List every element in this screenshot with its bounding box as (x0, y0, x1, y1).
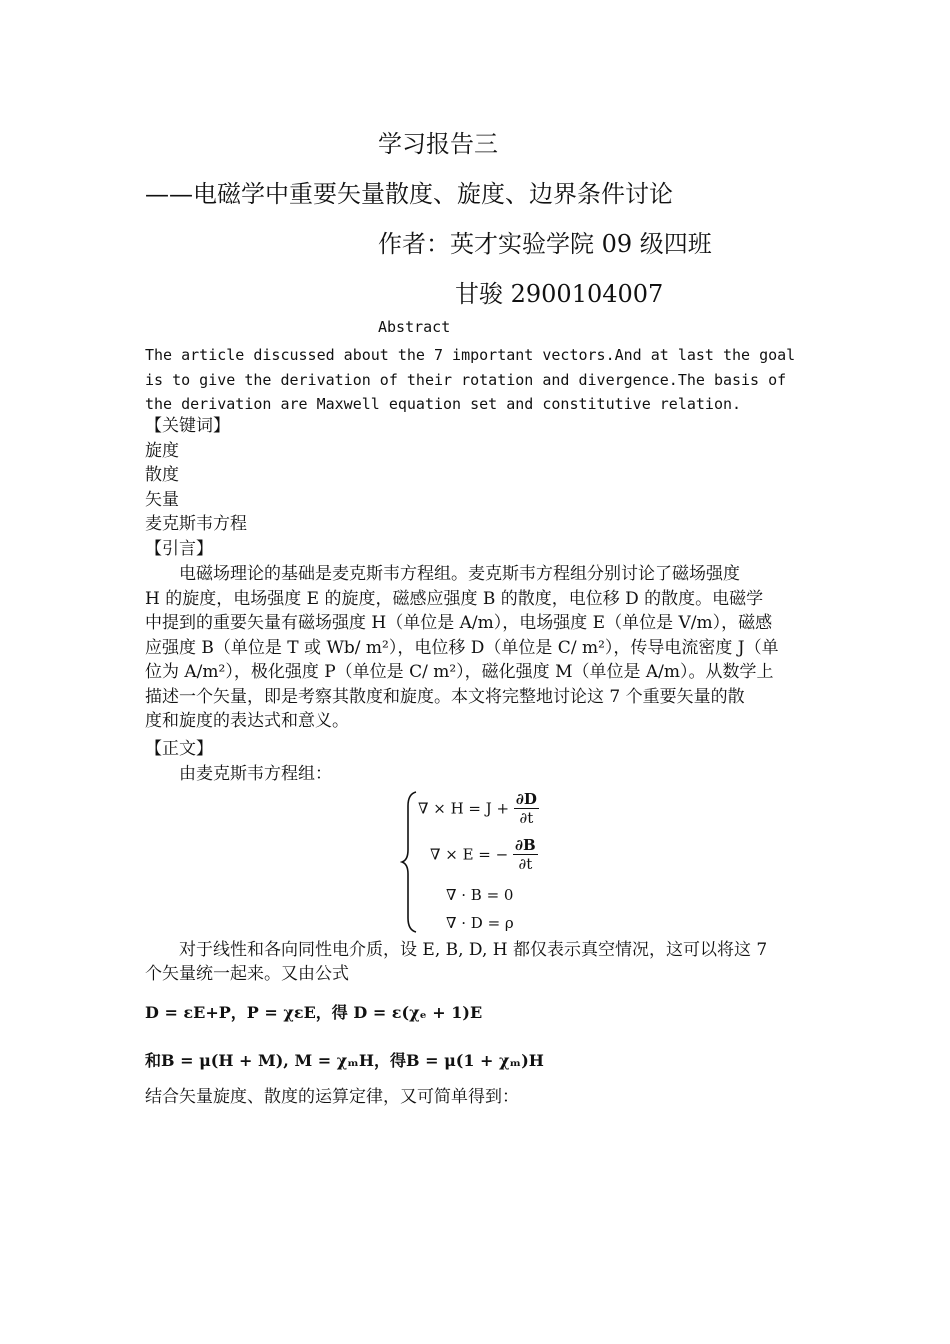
maxwell-eq-div-b: ∇ · B = 0 (446, 886, 514, 904)
keywords-section (145, 414, 247, 537)
fraction (514, 790, 539, 827)
abstract-line: is to give the derivation of their rotation and divergence.The basis of (145, 370, 787, 389)
author-line: 作者：英才实验学院 09 级四班 (378, 230, 712, 258)
abstract-line: The article discussed about the 7 important vectors.And at last the goal (145, 346, 796, 364)
author-name-id: 甘骏 2900104007 (455, 280, 664, 308)
keyword-item: 散度 (145, 465, 179, 485)
constitutive-formula-d: D = εE+P，P = χεE，得 D = ε(χₑ + 1)E (145, 1003, 483, 1022)
abstract-line: the derivation are Maxwell equation set and constitutive relation. (145, 395, 742, 413)
abstract-heading: Abstract (378, 318, 451, 336)
maxwell-eq-curl-h (418, 790, 539, 834)
document-title: 学习报告三 (378, 130, 498, 158)
equation-brace (400, 790, 420, 934)
para-line: 个矢量统一起来。又由公式 (145, 964, 349, 984)
closing-line: 结合矢量旋度、散度的运算定律，又可简单得到： (145, 1087, 519, 1107)
maxwell-eq-div-d: ∇ · D = ρ (446, 914, 514, 932)
intro-line: H 的旋度，电场强度 E 的旋度，磁感应强度 B 的散度，电位移 D 的散度。电磁学 (145, 588, 764, 609)
fraction (513, 836, 538, 873)
body-lead: 由麦克斯韦方程组： (179, 764, 332, 784)
intro-line: 电磁场理论的基础是麦克斯韦方程组。麦克斯韦方程组分别讨论了磁场强度 (179, 564, 740, 584)
keyword-item: 矢量 (145, 489, 179, 510)
body-heading: 【正文】 (145, 739, 213, 759)
maxwell-eq-curl-e (430, 836, 538, 880)
intro-line: 中提到的重要矢量有磁场强度 H（单位是 A/m），电场强度 E（单位是 V/m），磁感 (145, 613, 773, 633)
document-subtitle: ——电磁学中重要矢量散度、旋度、边界条件讨论 (145, 180, 673, 208)
intro-line: 应强度 B（单位是 T 或 Wb/ m²），电位移 D（单位是 C/ m²），传导电流密度 J（单 (145, 637, 779, 658)
constitutive-formula-b: 和B = μ(H + M), M = χₘH，得B = μ(1 + χₘ)H (145, 1051, 544, 1070)
para-line: 对于线性和各向同性电介质，设 E, B, D, H 都仅表示真空情况，这可以将这 7 (179, 940, 768, 960)
eq-text: ∇ × E = − (430, 845, 509, 864)
intro-line: 描述一个矢量，即是考察其散度和旋度。本文将完整地讨论这 7 个重要矢量的散 (145, 686, 745, 707)
keyword-item: 旋度 (145, 440, 179, 461)
denominator: ∂t (518, 855, 533, 873)
intro-line: 位为 A/m²），极化强度 P（单位是 C/ m²），磁化强度 M（单位是 A/m）。从数学上 (145, 662, 774, 682)
intro-heading: 【引言】 (145, 539, 213, 559)
intro-body (145, 562, 810, 734)
numerator: ∂D (515, 790, 537, 808)
keyword-item: 麦克斯韦方程 (145, 514, 247, 534)
abstract-body (145, 343, 795, 417)
denominator: ∂t (519, 809, 534, 827)
intro-line: 度和旋度的表达式和意义。 (145, 711, 349, 731)
keywords-heading: 【关键词】 (145, 416, 230, 436)
eq-text: ∇ × H = J + (418, 799, 510, 818)
numerator: ∂B (514, 836, 536, 854)
